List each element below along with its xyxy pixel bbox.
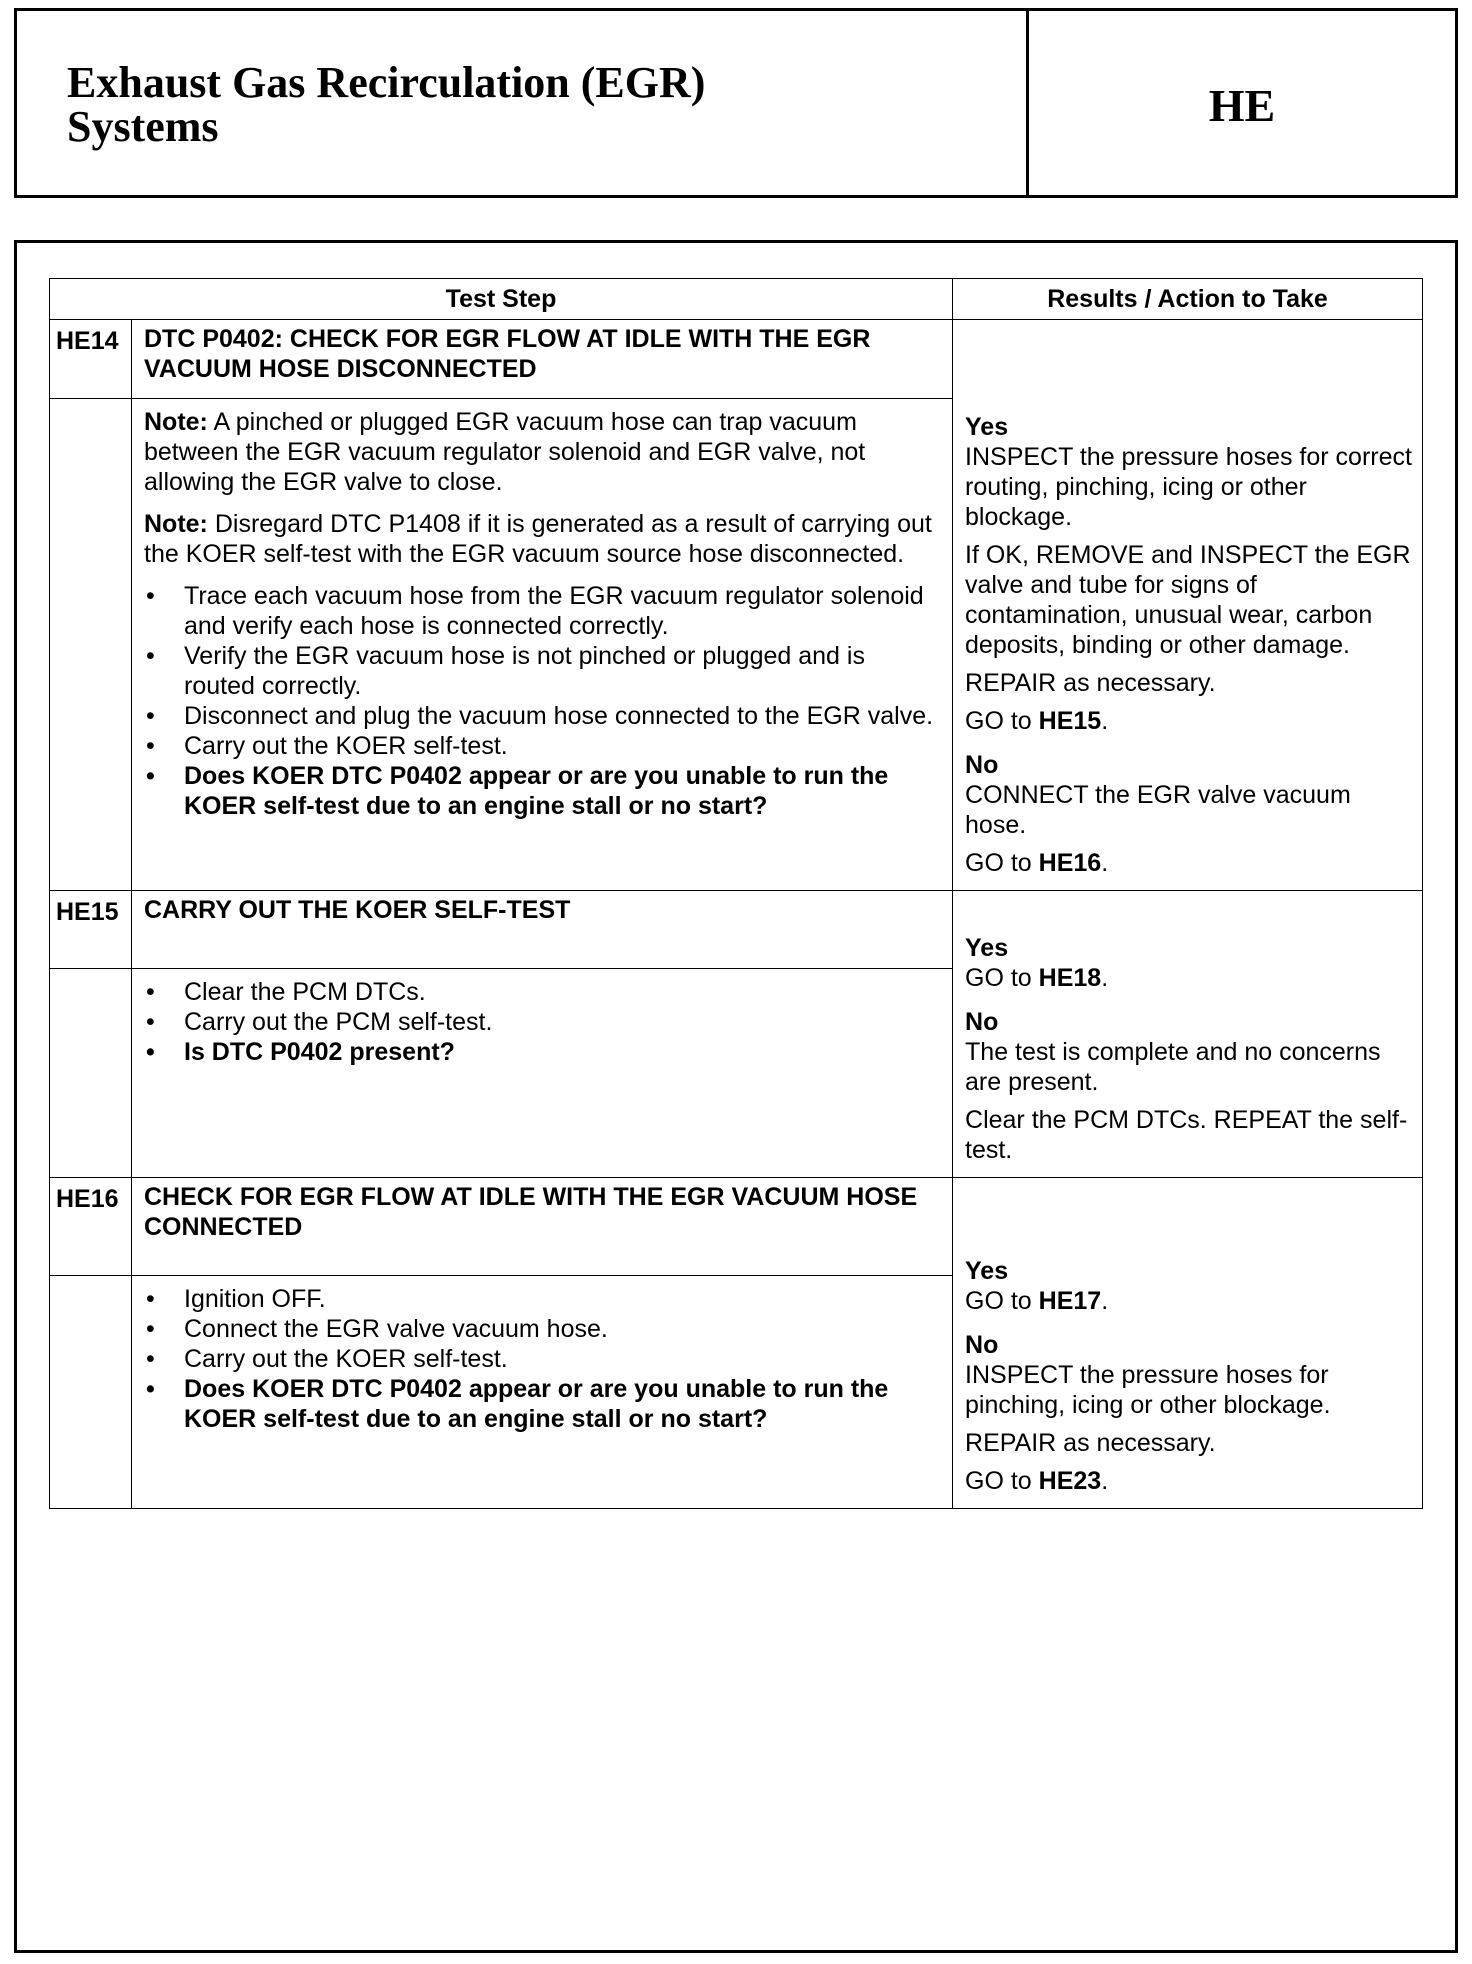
step-heading: CHECK FOR EGR FLOW AT IDLE WITH THE EGR VACUUM HOSE CONNECTED	[132, 1178, 953, 1276]
result-yes-label: Yes	[965, 934, 1009, 962]
result-text: INSPECT the pressure hoses for pinching, icing or other blockage.	[965, 1361, 1331, 1419]
result-text: CONNECT the EGR valve vacuum hose.	[965, 781, 1351, 839]
result-no-label: No	[965, 1008, 999, 1036]
list-item: • Ignition OFF.	[144, 1284, 936, 1314]
result-text: If OK, REMOVE and INSPECT the EGR valve and tube for signs of contamination, unusual wear, carbon deposits, binding or other damage.	[965, 541, 1411, 659]
step-bullet-list	[144, 977, 936, 1067]
goto-step-link[interactable]: HE15	[1038, 707, 1102, 735]
list-item: • Trace each vacuum hose from the EGR vacuum regulator solenoid and verify each hose is connected correctly.	[144, 581, 936, 641]
list-item: • Carry out the KOER self-test.	[144, 1344, 936, 1374]
step-body	[132, 968, 953, 1177]
step-results	[953, 891, 1423, 1178]
step-note: Note: A pinched or plugged EGR vacuum hose can trap vacuum between the EGR vacuum regulator solenoid and EGR valve, not allowing the EGR valve to close.	[144, 408, 866, 497]
page-frame	[14, 240, 1458, 1953]
step-heading-row-he16	[50, 1178, 1423, 1276]
result-yes-label: Yes	[965, 1257, 1009, 1285]
step-body	[132, 1275, 953, 1508]
step-id: HE14	[50, 320, 132, 399]
step-id: HE16	[50, 1178, 132, 1276]
step-bullet-list	[144, 1284, 936, 1434]
result-goto: GO to HE15.	[965, 707, 1109, 735]
page-title-line-2: Systems	[67, 102, 219, 151]
step-body-spacer	[50, 1275, 132, 1508]
column-header-test-step: Test Step	[50, 279, 953, 320]
result-text: INSPECT the pressure hoses for correct routing, pinching, icing or other blockage.	[965, 443, 1412, 531]
step-question: • Does KOER DTC P0402 appear or are you unable to run the KOER self-test due to an engine stall or no start?	[144, 761, 936, 821]
page-title-line-1: Exhaust Gas Recirculation (EGR)	[67, 58, 706, 107]
result-text: Clear the PCM DTCs. REPEAT the self-test.	[965, 1106, 1408, 1164]
page-header	[14, 8, 1458, 198]
result-goto: GO to HE18.	[965, 964, 1109, 992]
test-step-table	[49, 278, 1423, 1509]
result-text: REPAIR as necessary.	[965, 669, 1216, 697]
step-note: Note: Disregard DTC P1408 if it is generated as a result of carrying out the KOER self-test with the EGR vacuum source hose disconnected.	[144, 510, 932, 569]
step-heading-row-he14	[50, 320, 1423, 399]
step-body-spacer	[50, 399, 132, 891]
result-goto: GO to HE23.	[965, 1467, 1109, 1495]
step-body	[132, 399, 953, 891]
list-item: • Carry out the KOER self-test.	[144, 731, 936, 761]
goto-step-link[interactable]: HE23	[1038, 1467, 1102, 1495]
step-question: • Does KOER DTC P0402 appear or are you unable to run the KOER self-test due to an engine stall or no start?	[144, 1374, 936, 1434]
goto-step-link[interactable]: HE16	[1038, 849, 1102, 877]
list-item: • Disconnect and plug the vacuum hose connected to the EGR valve.	[144, 701, 936, 731]
list-item: • Connect the EGR valve vacuum hose.	[144, 1314, 936, 1344]
result-text: The test is complete and no concerns are present.	[965, 1038, 1381, 1096]
goto-step-link[interactable]: HE17	[1038, 1287, 1102, 1315]
step-heading: CARRY OUT THE KOER SELF-TEST	[132, 891, 953, 969]
result-text: REPAIR as necessary.	[965, 1429, 1216, 1457]
column-header-results: Results / Action to Take	[953, 279, 1423, 320]
step-results	[953, 320, 1423, 891]
result-goto: GO to HE16.	[965, 849, 1109, 877]
result-goto: GO to HE17.	[965, 1287, 1109, 1315]
result-no-label: No	[965, 1331, 999, 1359]
table-header-row	[50, 279, 1423, 320]
section-code: HE	[1208, 79, 1276, 131]
result-no-label: No	[965, 751, 999, 779]
step-heading-row-he15	[50, 891, 1423, 969]
list-item: • Verify the EGR vacuum hose is not pinched or plugged and is routed correctly.	[144, 641, 936, 701]
step-results	[953, 1178, 1423, 1509]
list-item: • Carry out the PCM self-test.	[144, 1007, 936, 1037]
step-bullet-list	[144, 581, 936, 821]
step-body-spacer	[50, 968, 132, 1177]
goto-step-link[interactable]: HE18	[1038, 964, 1102, 992]
page-title	[17, 11, 1029, 195]
list-item: • Clear the PCM DTCs.	[144, 977, 936, 1007]
step-heading: DTC P0402: CHECK FOR EGR FLOW AT IDLE WITH THE EGR VACUUM HOSE DISCONNECTED	[132, 320, 953, 399]
step-question: • Is DTC P0402 present?	[144, 1037, 936, 1067]
step-id: HE15	[50, 891, 132, 969]
result-yes-label: Yes	[965, 413, 1009, 441]
